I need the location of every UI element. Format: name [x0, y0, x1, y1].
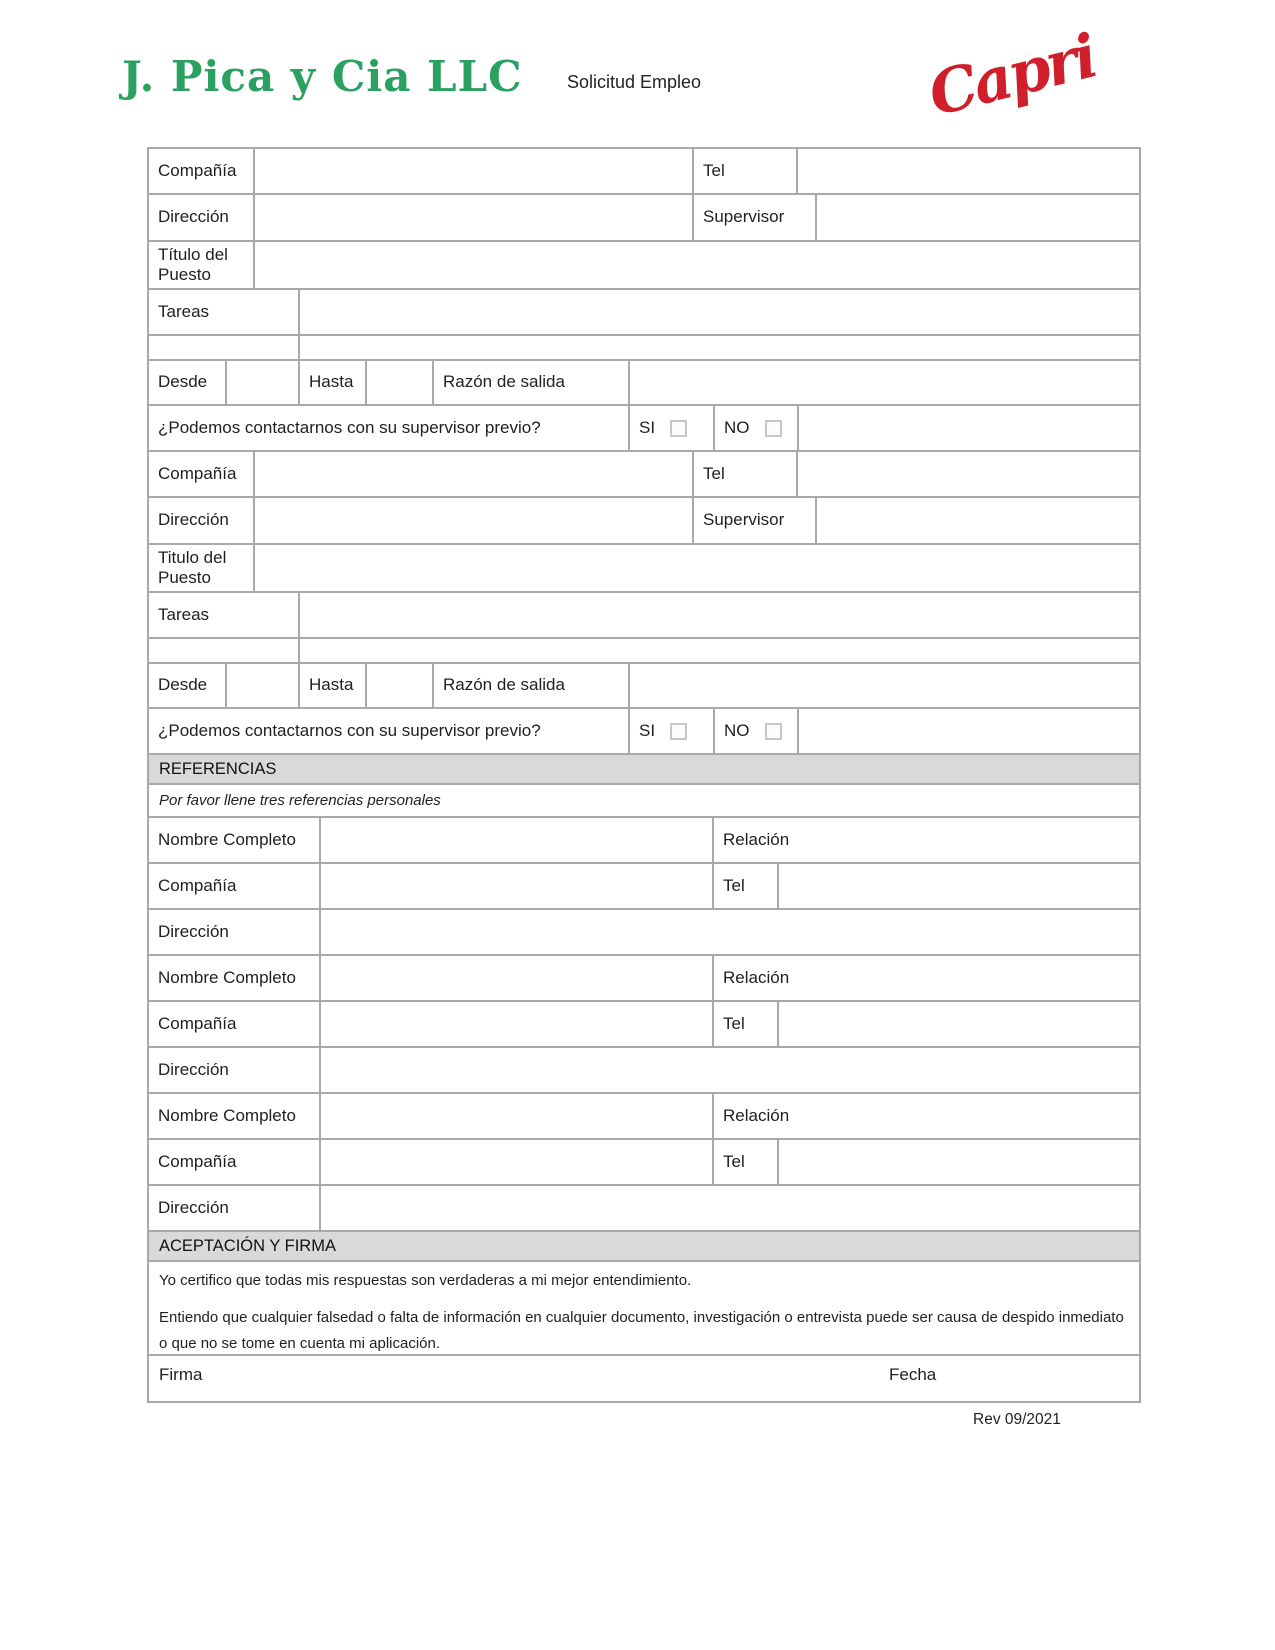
employment1-contacto-row [149, 406, 1139, 452]
relacion-label: Relación [723, 1105, 790, 1125]
razon-label: Razón de salida [434, 361, 630, 404]
tareas-label: Tareas [149, 290, 300, 334]
compania-label: Compañía [149, 1002, 321, 1046]
direccion-input[interactable] [321, 1186, 1139, 1230]
no-label: NO [724, 417, 750, 437]
fecha-label: Fecha [889, 1365, 937, 1384]
compania-input[interactable] [255, 452, 694, 496]
employment2-titulo-row [149, 545, 1139, 593]
no-checkbox[interactable] [765, 723, 782, 740]
tareas-extra-left[interactable] [149, 336, 300, 359]
compania-input[interactable] [255, 149, 694, 193]
contacto-pregunta: ¿Podemos contactarnos con su supervisor previo? [149, 709, 630, 753]
ref2-nombre-row [149, 956, 1139, 1002]
hasta-label: Hasta [300, 361, 367, 404]
desde-label: Desde [149, 361, 227, 404]
employment2-tareas-row [149, 593, 1139, 639]
titulo-label: Titulo del Puesto [149, 545, 255, 591]
ref3-direccion-row [149, 1186, 1139, 1232]
direccion-input[interactable] [321, 910, 1139, 954]
acceptance-line-1: Yo certifico que todas mis respuestas son verdaderas a mi mejor entendimiento. [159, 1272, 692, 1289]
employment1-fechas-row [149, 361, 1139, 406]
employment1-direccion-row [149, 195, 1139, 242]
ref3-compania-row [149, 1140, 1139, 1186]
signature-row[interactable] [149, 1356, 1139, 1401]
supervisor-input[interactable] [817, 498, 1139, 543]
direccion-label: Dirección [149, 1186, 321, 1230]
tel-input[interactable] [798, 452, 1139, 496]
employment2-contacto-row [149, 709, 1139, 755]
relacion-label: Relación [723, 967, 790, 987]
capri-logo [922, 21, 1118, 139]
compania-label: Compañía [149, 1140, 321, 1184]
direccion-label: Dirección [149, 498, 255, 543]
tel-input[interactable] [779, 1002, 1139, 1046]
relacion-label: Relación [723, 829, 790, 849]
employment1-compania-row [149, 149, 1139, 195]
compania-input[interactable] [321, 1002, 714, 1046]
nombre-label: Nombre Completo [149, 818, 321, 862]
tel-input[interactable] [779, 864, 1139, 908]
tel-label: Tel [694, 452, 798, 496]
employment1-titulo-row [149, 242, 1139, 290]
ref1-nombre-row [149, 818, 1139, 864]
ref2-compania-row [149, 1002, 1139, 1048]
hasta-input[interactable] [367, 664, 434, 707]
direccion-label: Dirección [149, 195, 255, 240]
titulo-input[interactable] [255, 545, 1139, 591]
no-label: NO [724, 720, 750, 740]
si-checkbox[interactable] [670, 420, 687, 437]
no-option [715, 406, 799, 450]
desde-input[interactable] [227, 361, 300, 404]
employment2-tareas-extra-row [149, 639, 1139, 664]
nombre-input[interactable] [321, 956, 714, 1000]
employment2-compania-row [149, 452, 1139, 498]
si-label: SI [639, 417, 656, 437]
ref2-direccion-row [149, 1048, 1139, 1094]
desde-label: Desde [149, 664, 227, 707]
contacto-extra-input[interactable] [799, 406, 1139, 450]
document-title: Solicitud Empleo [567, 72, 702, 92]
acceptance-line-2: Entiendo que cualquier falsedad o falta de información en cualquier documento, investigación o entrevista puede ser causa de despido inmediato o que no se tome en cuenta mi aplicación. [159, 1308, 1124, 1352]
tareas-input[interactable] [300, 290, 1139, 334]
razon-input[interactable] [630, 361, 1139, 404]
referencias-title: REFERENCIAS [159, 759, 277, 778]
ref1-direccion-row [149, 910, 1139, 956]
ref1-compania-row [149, 864, 1139, 910]
si-option [630, 406, 715, 450]
firma-label: Firma [159, 1365, 203, 1384]
employment2-fechas-row [149, 664, 1139, 709]
compania-label: Compañía [149, 452, 255, 496]
titulo-label: Título del Puesto [149, 242, 255, 288]
tel-label: Tel [714, 1140, 779, 1184]
capri-logo-text: Capri [922, 21, 1102, 131]
ref3-nombre-row [149, 1094, 1139, 1140]
employment1-tareas-row [149, 290, 1139, 336]
tareas-extra-input[interactable] [300, 336, 1139, 359]
referencias-section-header [149, 755, 1139, 785]
employment1-tareas-extra-row [149, 336, 1139, 361]
no-option [715, 709, 799, 753]
direccion-input[interactable] [255, 498, 694, 543]
compania-label: Compañía [149, 149, 255, 193]
direccion-label: Dirección [149, 910, 321, 954]
aceptacion-section-header [149, 1232, 1139, 1262]
razon-label: Razón de salida [434, 664, 630, 707]
nombre-input[interactable] [321, 818, 714, 862]
nombre-input[interactable] [321, 1094, 714, 1138]
direccion-label: Dirección [149, 1048, 321, 1092]
si-label: SI [639, 720, 656, 740]
nombre-label: Nombre Completo [149, 1094, 321, 1138]
employment2-direccion-row [149, 498, 1139, 545]
desde-input[interactable] [227, 664, 300, 707]
compania-input[interactable] [321, 1140, 714, 1184]
tel-label: Tel [714, 1002, 779, 1046]
supervisor-label: Supervisor [694, 498, 817, 543]
direccion-input[interactable] [255, 195, 694, 240]
direccion-input[interactable] [321, 1048, 1139, 1092]
supervisor-input[interactable] [817, 195, 1139, 240]
referencias-note: Por favor llene tres referencias personales [159, 792, 441, 809]
hasta-label: Hasta [300, 664, 367, 707]
compania-label: Compañía [149, 864, 321, 908]
titulo-input[interactable] [255, 242, 1139, 288]
contacto-pregunta: ¿Podemos contactarnos con su supervisor previo? [149, 406, 630, 450]
tareas-extra-left[interactable] [149, 639, 300, 662]
referencias-note-row [149, 785, 1139, 818]
nombre-label: Nombre Completo [149, 956, 321, 1000]
no-checkbox[interactable] [765, 420, 782, 437]
si-checkbox[interactable] [670, 723, 687, 740]
tel-label: Tel [714, 864, 779, 908]
aceptacion-title: ACEPTACIÓN Y FIRMA [159, 1236, 336, 1255]
revision-note: Rev 09/2021 [973, 1411, 1061, 1428]
tareas-label: Tareas [149, 593, 300, 637]
application-form [147, 147, 1141, 1403]
contacto-extra-input[interactable] [799, 709, 1139, 753]
compania-input[interactable] [321, 864, 714, 908]
razon-input[interactable] [630, 664, 1139, 707]
tel-label: Tel [694, 149, 798, 193]
tel-input[interactable] [779, 1140, 1139, 1184]
company-name: J. Pica y Cia LLC [122, 52, 523, 101]
tareas-input[interactable] [300, 593, 1139, 637]
hasta-input[interactable] [367, 361, 434, 404]
tareas-extra-input[interactable] [300, 639, 1139, 662]
acceptance-text [149, 1262, 1139, 1356]
tel-input[interactable] [798, 149, 1139, 193]
si-option [630, 709, 715, 753]
supervisor-label: Supervisor [694, 195, 817, 240]
